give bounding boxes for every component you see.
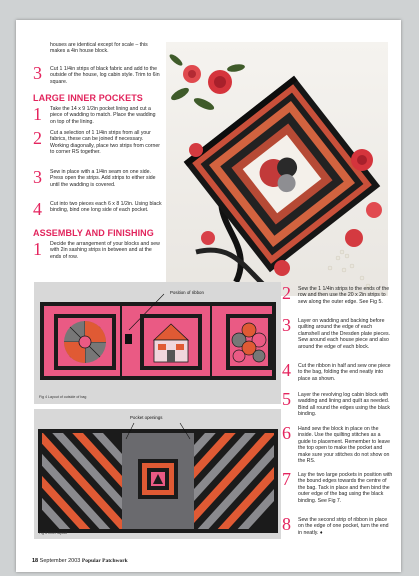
issue-date: September 2003 bbox=[39, 558, 81, 564]
page-number: 18 bbox=[32, 558, 39, 564]
step-number: 6 bbox=[282, 423, 291, 443]
bag-photo-illustration bbox=[166, 42, 388, 296]
intro-text: houses are identical except for scale – this makes a 4in house block. bbox=[50, 42, 148, 55]
magazine-name: Popular Patchwork bbox=[81, 558, 128, 564]
step-number: 4 bbox=[33, 199, 42, 219]
figure-outside-illustration bbox=[34, 282, 281, 404]
step-number: 2 bbox=[282, 283, 291, 303]
step-text: Cut the ribbon in half and sew one piece to the bag, folding the end neatly into place as shown. bbox=[298, 363, 391, 382]
step-number: 7 bbox=[282, 469, 291, 489]
bag-photo bbox=[166, 42, 388, 296]
step-text: Cut 1 1/4in strips of black fabric and add to the outside of the house, log cabin style. Trim to 6in square. bbox=[50, 66, 160, 85]
step-text: Cut a selection of 1 1/4in strips from all your fabrics, these can be joined if necessary. Working diagonally, place two strips from corner to corner RS together. bbox=[50, 130, 160, 156]
step-text: Layer on wadding and backing before quilting around the edge of each clamshell and the Dresden plate pieces. Sew around each house piece and also around the edge of each block. bbox=[298, 318, 390, 350]
step-text: Layer the revolving log cabin block with wadding and lining and quilt as needed. Bind all round the edges using the black binding. bbox=[298, 392, 390, 418]
step-text: Cut into two pieces each 6 x 8 1/2in. Using black binding, bind one long side of each pocket. bbox=[50, 201, 162, 214]
ribbon-callout: Position of ribbon bbox=[170, 290, 204, 295]
section-heading-assembly: ASSEMBLY AND FINISHING bbox=[33, 228, 154, 238]
step-text: Hand sew the block in place on the inside. Use the quilting stitches as a guide to placement. Remember to leave the top open to make the pocket and make sure your stitches do not show on the RS. bbox=[298, 426, 390, 465]
step-text: Sew the 1 1/4in strips to the ends of the row and then use the 20 x 2in strips to sew along the outer edge. See Fig 5. bbox=[298, 286, 390, 305]
step-text: Take the 14 x 9 1/2in pocket lining and cut a piece of wadding to match. Place the wadding on top of the lining. bbox=[50, 106, 156, 125]
ribbon-marker bbox=[125, 334, 132, 344]
step-number: 3 bbox=[33, 63, 42, 83]
figure-inner-layout bbox=[34, 409, 281, 539]
step-number: 3 bbox=[282, 315, 291, 335]
page-footer bbox=[32, 558, 128, 564]
magazine-page bbox=[16, 20, 401, 572]
figure-outside-layout bbox=[34, 282, 281, 404]
step-number: 4 bbox=[282, 360, 291, 380]
step-number: 2 bbox=[33, 128, 42, 148]
step-text: Lay the two large pockets in position with the bound edges towards the centre of the bag. Tack in place and then bind the outer edge of the bag using the black binding. See Fig 7. bbox=[298, 472, 393, 504]
figure-caption: Fig 4 Layout of outside of bag bbox=[39, 395, 87, 399]
step-number: 5 bbox=[282, 389, 291, 409]
step-text: Decide the arrangement of your blocks and sew with 2in sashing strips in between and at the ends of row. bbox=[50, 241, 160, 260]
step-number: 1 bbox=[33, 104, 42, 124]
step-number: 8 bbox=[282, 514, 291, 534]
figure-inner-illustration bbox=[34, 409, 281, 539]
pocket-callout: Pocket openings bbox=[130, 415, 163, 420]
figure-caption: Fig 5 Inner layout bbox=[39, 531, 67, 535]
section-heading-large-inner-pockets: LARGE INNER POCKETS bbox=[33, 93, 143, 103]
step-number: 1 bbox=[33, 239, 42, 259]
step-text: Sew the second strip of ribbon in place on the edge of one pocket, turn the end in neatly. ♦ bbox=[298, 517, 389, 536]
step-number: 3 bbox=[33, 167, 42, 187]
step-text: Sew in place with a 1/4in seam on one side. Press open the strips. Add strips to either side until the wadding is covered. bbox=[50, 169, 156, 188]
